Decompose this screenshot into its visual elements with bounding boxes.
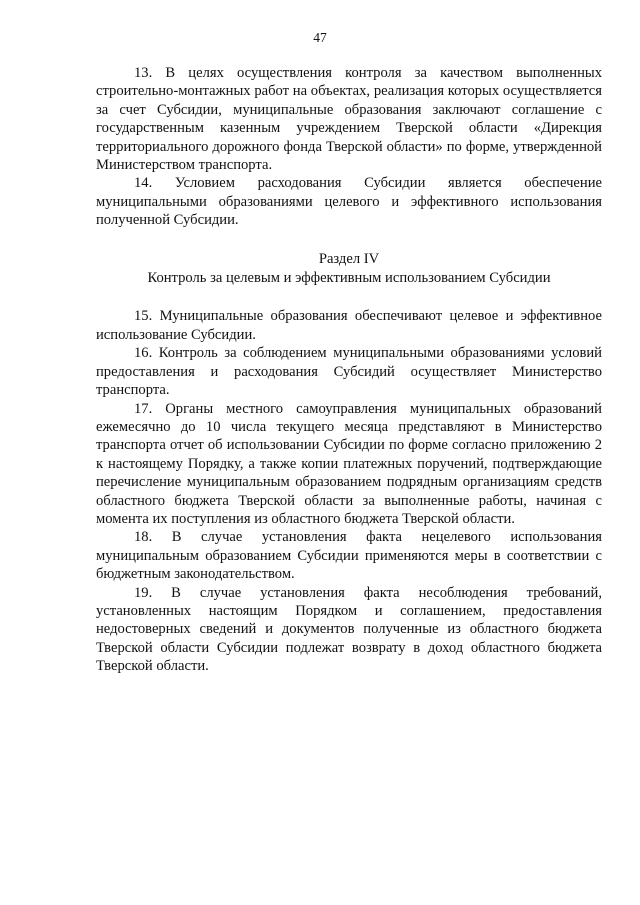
paragraph-19: 19. В случае установления факта несоблюдения требований, установленных настоящим Порядком и соглашением, предоставления недостоверных сведений и документов полученные из областного бюджета Тверской области Субсидии подлежат возврату в доход областного бюджета Тверской области. bbox=[96, 584, 602, 675]
document-body bbox=[96, 64, 602, 676]
paragraph-14: 14. Условием расходования Субсидии является обеспечение муниципальными образованиями целевого и эффективного использования полученной Субсидии. bbox=[96, 175, 602, 229]
page-number: 47 bbox=[313, 30, 327, 45]
paragraph-15: 15. Муниципальные образования обеспечивают целевое и эффективное использование Субсидии. bbox=[96, 308, 602, 343]
paragraph-18: 18. В случае установления факта нецелевого использования муниципальным образованием Субсидии применяются меры в соответствии с бюджетным законодательством. bbox=[96, 529, 602, 583]
section-subtitle: Контроль за целевым и эффективным использованием Субсидии bbox=[147, 270, 551, 287]
section-title: Раздел IV bbox=[318, 250, 380, 267]
paragraph-16: 16. Контроль за соблюдением муниципальными образованиями условий предоставления и расходования Субсидий осуществляет Министерство транспорта. bbox=[96, 345, 602, 399]
paragraph-17: 17. Органы местного самоуправления муниципальных образований ежемесячно до 10 числа текущего месяца представляют в Министерство транспорта отчет об использовании Субсидии по форме согласно приложению 2 к настоящему Порядку, а также копии платежных поручений, подтверждающие перечисление муниципальным образованием подрядным организациям средств областного бюджета Тверской области за выполненные работы, начиная с момента их поступления из областного бюджета Тверской области. bbox=[96, 400, 602, 527]
section-heading bbox=[96, 250, 602, 288]
paragraph-13: 13. В целях осуществления контроля за качеством выполненных строительно-монтажных работ на объектах, реализация которых осуществляется за счет Субсидии, муниципальные образования заключают соглашение с государственным казенным учреждением Тверской области «Дирекция территориального дорожного фонда Тверской области» по форме, утвержденной Министерством транспорта. bbox=[96, 65, 602, 174]
